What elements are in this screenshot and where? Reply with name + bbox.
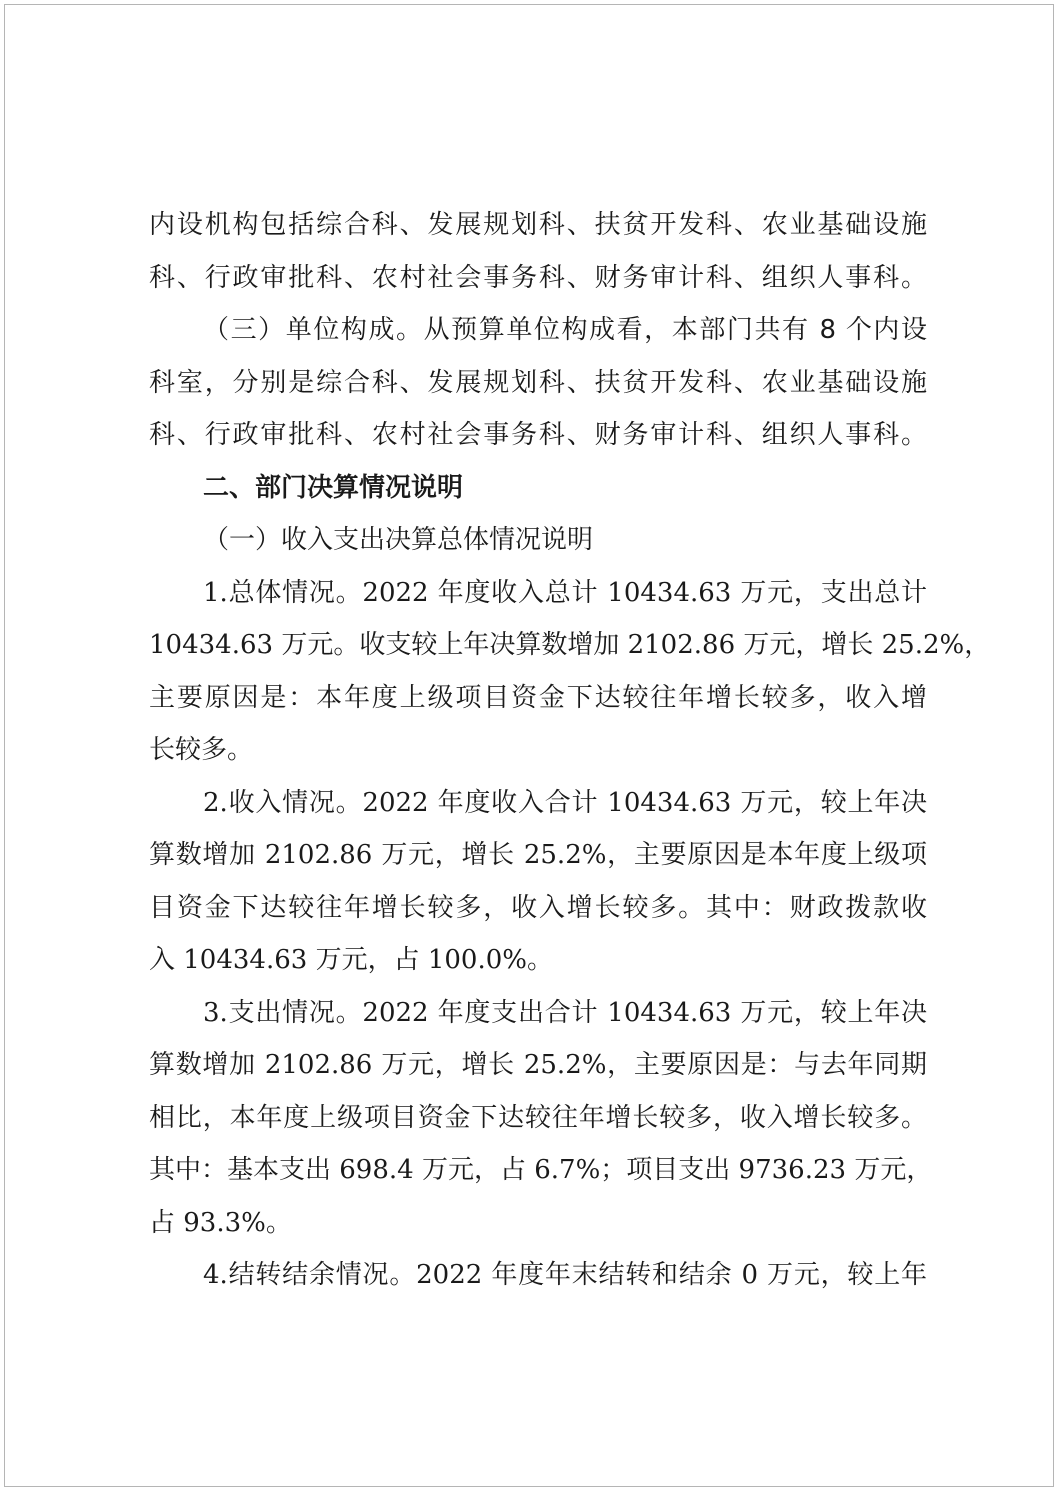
paragraph-line: 相比，本年度上级项目资金下达较往年增长较多，收入增长较多。 — [149, 1102, 927, 1133]
paragraph-line: 主要原因是：本年度上级项目资金下达较往年增长较多，收入增 — [149, 682, 927, 713]
paragraph-line: 长较多。 — [149, 735, 254, 765]
paragraph-line: 科室，分别是综合科、发展规划科、扶贫开发科、农业基础设施 — [149, 367, 927, 398]
paragraph-line: 4.结转结余情况。2022 年度年末结转和结余 0 万元，较上年 — [203, 1260, 927, 1290]
paragraph-line: 内设机构包括综合科、发展规划科、扶贫开发科、农业基础设施 — [149, 210, 927, 240]
paragraph-line: 入 10434.63 万元，占 100.0%。 — [149, 945, 553, 975]
paragraph-line: 科、行政审批科、农村社会事务科、财务审计科、组织人事科。 — [149, 420, 927, 450]
paragraph-line: 10434.63 万元。收支较上年决算数增加 2102.86 万元，增长 25.2%， — [149, 630, 991, 660]
paragraph-line: 占 93.3%。 — [149, 1207, 292, 1238]
section-three-unit-composition: （三）单位构成。从预算单位构成看，本部门共有 8 个内设 — [203, 315, 927, 345]
document-body — [149, 199, 991, 1302]
paragraph-line: 算数增加 2102.86 万元，增长 25.2%，主要原因是本年度上级项 — [149, 840, 927, 870]
section-heading: 二、部门决算情况说明 — [203, 472, 464, 503]
paragraph-line: 1.总体情况。2022 年度收入总计 10434.63 万元，支出总计 — [203, 577, 927, 608]
paragraph-line: 目资金下达较往年增长较多，收入增长较多。其中：财政拨款收 — [149, 892, 927, 923]
paragraph-line: 其中：基本支出 698.4 万元，占 6.7%；项目支出 9736.23 万元， — [149, 1155, 933, 1185]
paragraph-line: 算数增加 2102.86 万元，增长 25.2%，主要原因是：与去年同期 — [149, 1050, 927, 1080]
paragraph-line: 2.收入情况。2022 年度收入合计 10434.63 万元，较上年决 — [203, 787, 927, 818]
paragraph-line: 3.支出情况。2022 年度支出合计 10434.63 万元，较上年决 — [203, 997, 927, 1028]
paragraph-line: 科、行政审批科、农村社会事务科、财务审计科、组织人事科。 — [149, 262, 927, 293]
document-page — [4, 4, 1054, 1487]
subsection-heading: （一）收入支出决算总体情况说明 — [203, 525, 594, 555]
